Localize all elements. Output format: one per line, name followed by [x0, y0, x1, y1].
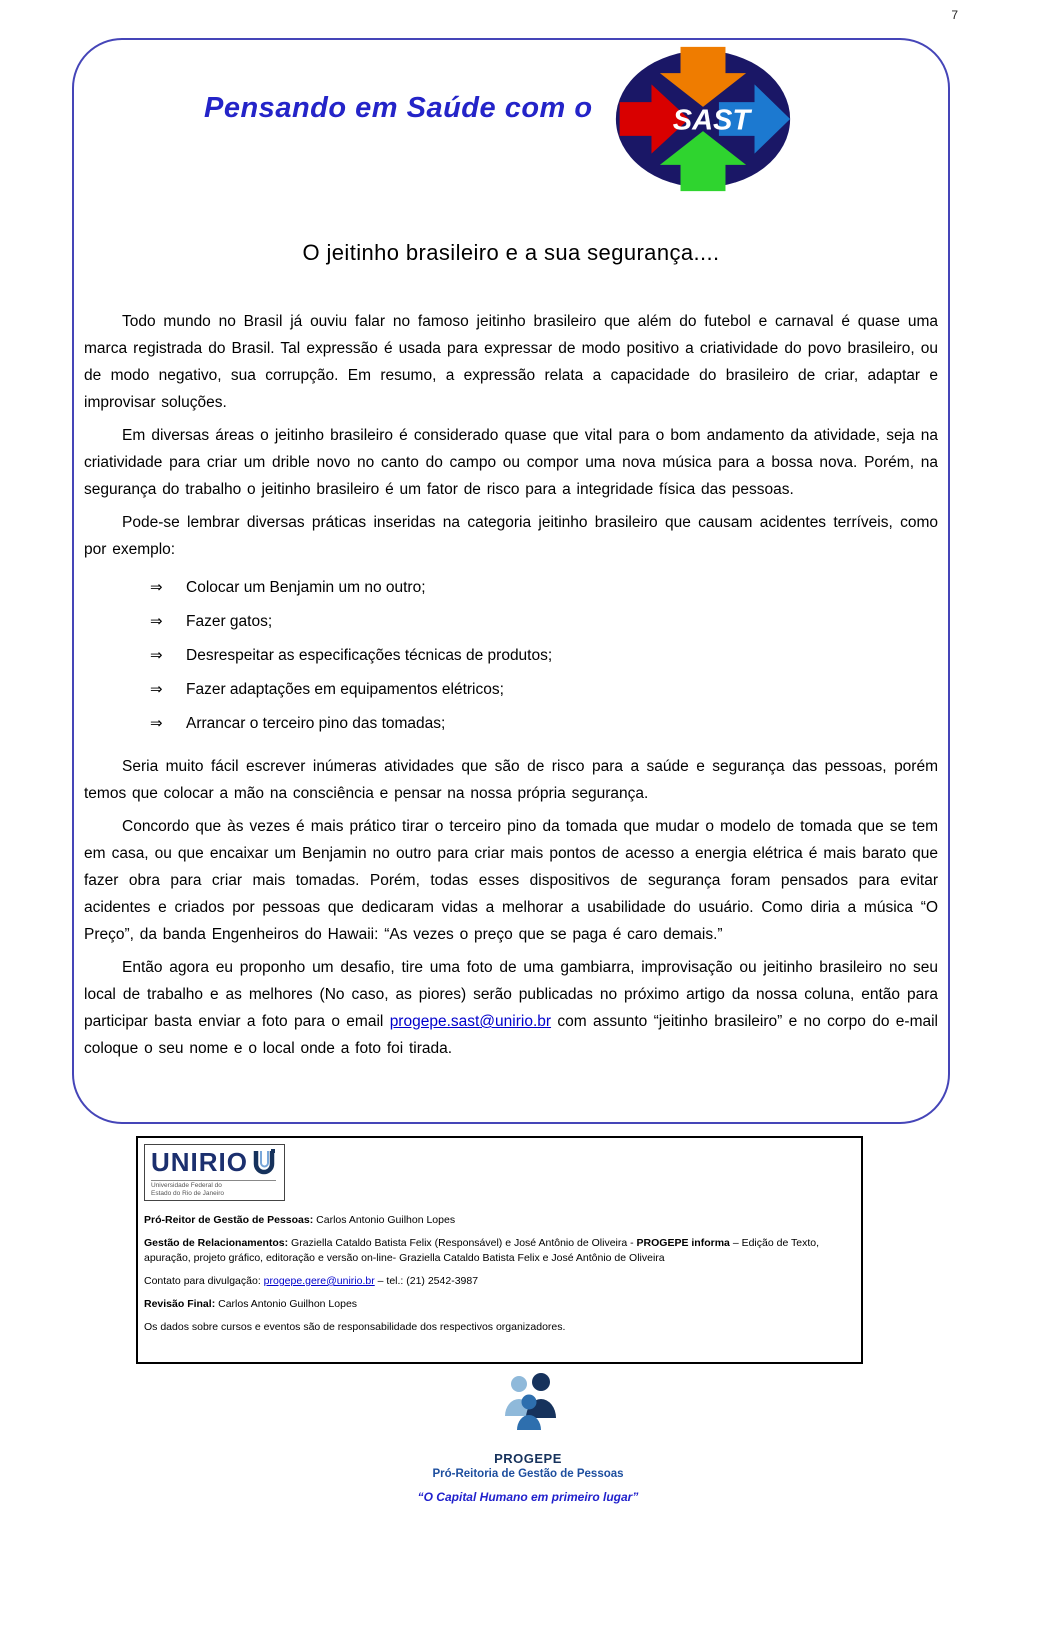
paragraph-5: Concordo que às vezes é mais prático tirar o terceiro pino da tomada que mudar o modelo de tomada que se tem em casa, ou que encaixar um Benjamin no outro para criar mais pontos de acesso a energia elétrica é mais barato que fazer obra para criar mais tomadas. Porém, todas esses dispositivos de segurança foram pensados para evitar acidentes e criados por pessoas que dedicaram vidas a melhorar a usabilidade do usuário. Como diria a música “O Preço”, da banda Engenheiros do Hawaii: “As vezes o preço que se paga é caro demais.”: [84, 818, 938, 943]
list-item-text: Arrancar o terceiro pino das tomadas;: [186, 715, 446, 732]
list-item: [150, 673, 938, 707]
unirio-u-icon: [252, 1149, 276, 1177]
sast-email-link[interactable]: progepe.sast@unirio.br: [389, 1013, 552, 1030]
progepe-name: PROGEPE: [494, 1451, 562, 1466]
list-item-text: Desrespeitar as especificações técnicas de produtos;: [186, 647, 553, 664]
bullet-list: [150, 571, 938, 741]
credit-line-contato: Contato para divulgação: progepe.gere@unirio.br – tel.: (21) 2542-3987: [144, 1274, 479, 1287]
unirio-subtitle: Universidade Federal do Estado do Rio de Janeiro: [151, 1180, 276, 1198]
credit-line-disclaimer: Os dados sobre cursos e eventos são de responsabilidade dos respectivos organizadores.: [144, 1321, 566, 1334]
arrow-bullet-icon: ⇒: [150, 715, 163, 732]
arrow-bullet-icon: ⇒: [150, 647, 163, 664]
paragraph-6: [84, 954, 938, 1062]
sast-logo-text: SAST: [672, 104, 751, 137]
paragraph-6-text-after: com assunto “jeitinho brasileiro” e no corpo do e-mail coloque o seu nome e o local onde a foto foi tirada.: [84, 1013, 938, 1057]
credit-line-revisao: Revisão Final: Carlos Antonio Guilhon Lopes: [144, 1297, 358, 1310]
page-number: 7: [951, 8, 958, 22]
sast-logo-graphic: [614, 44, 792, 194]
progepe-people-icon: [496, 1372, 560, 1444]
list-item: [150, 707, 938, 741]
progepe-logo-block: [0, 1372, 1056, 1480]
paragraph-6-text-before: Então agora eu proponho um desafio, tire uma foto de uma gambiarra, improvisação ou jeitinho brasileiro no seu local de trabalho e as melhores (No caso, as piores) serão publicadas no próximo artigo da nossa coluna, então para participar basta enviar a foto para o email: [84, 959, 938, 1030]
article-header: [74, 40, 948, 202]
arrow-bullet-icon: ⇒: [150, 579, 163, 596]
paragraph-2: Em diversas áreas o jeitinho brasileiro é considerado quase que vital para o bom andamento da atividade, seja na criatividade para criar um drible novo no canto do campo ou compor uma nova música para a bossa nova. Porém, na segurança do trabalho o jeitinho brasileiro é um fator de risco para a integridade física das pessoas.: [84, 427, 938, 498]
sast-logo: [614, 44, 792, 194]
article-box: [72, 38, 950, 1124]
list-item: [150, 605, 938, 639]
footer-quote: “O Capital Humano em primeiro lugar”: [417, 1490, 639, 1504]
credits-box: [136, 1136, 863, 1364]
list-item-text: Fazer gatos;: [186, 613, 273, 630]
list-item: [150, 639, 938, 673]
newsletter-title: Pensando em Saúde com o: [204, 92, 593, 124]
article-body: [74, 308, 948, 1062]
paragraph-4: Seria muito fácil escrever inúmeras atividades que são de risco para a saúde e segurança das pessoas, porém temos que colocar a mão na consciência e pensar na nossa própria segurança.: [84, 758, 938, 802]
credit-line-pro-reitor: Pró-Reitor de Gestão de Pessoas: Carlos Antonio Guilhon Lopes: [144, 1214, 456, 1227]
unirio-wordmark: UNIRIO: [151, 1147, 248, 1177]
arrow-bullet-icon: ⇒: [150, 681, 163, 698]
list-item: [150, 571, 938, 605]
credit-line-gestao: Gestão de Relacionamentos: Graziella Cataldo Batista Felix (Responsável) e José Antônio de Oliveira - PROGEPE informa – Edição de Texto, apuração, projeto gráfico, editoração e versão on-line- Graziella Cataldo Batista Felix e José Antônio de Oliveira: [144, 1237, 820, 1264]
article-title: O jeitinho brasileiro e a sua segurança....: [302, 240, 720, 265]
unirio-logo: [144, 1144, 285, 1201]
list-item-text: Fazer adaptações em equipamentos elétricos;: [186, 681, 504, 698]
arrow-bullet-icon: ⇒: [150, 613, 163, 630]
paragraph-3: Pode-se lembrar diversas práticas inseridas na categoria jeitinho brasileiro que causam acidentes terríveis, como por exemplo:: [84, 514, 938, 558]
list-item-text: Colocar um Benjamin um no outro;: [186, 579, 426, 596]
paragraph-1: Todo mundo no Brasil já ouviu falar no famoso jeitinho brasileiro que além do futebol e carnaval é quase uma marca registrada do Brasil. Tal expressão é usada para expressar de modo positivo a criatividade do povo brasileiro, ou de modo negativo, sua corrupção. Em resumo, a expressão relata a capacidade do brasileiro de criar, adaptar e improvisar soluções.: [84, 313, 938, 411]
progepe-subtitle: Pró-Reitoria de Gestão de Pessoas: [432, 1468, 624, 1480]
progepe-email-link[interactable]: progepe.gere@unirio.br: [263, 1274, 375, 1287]
